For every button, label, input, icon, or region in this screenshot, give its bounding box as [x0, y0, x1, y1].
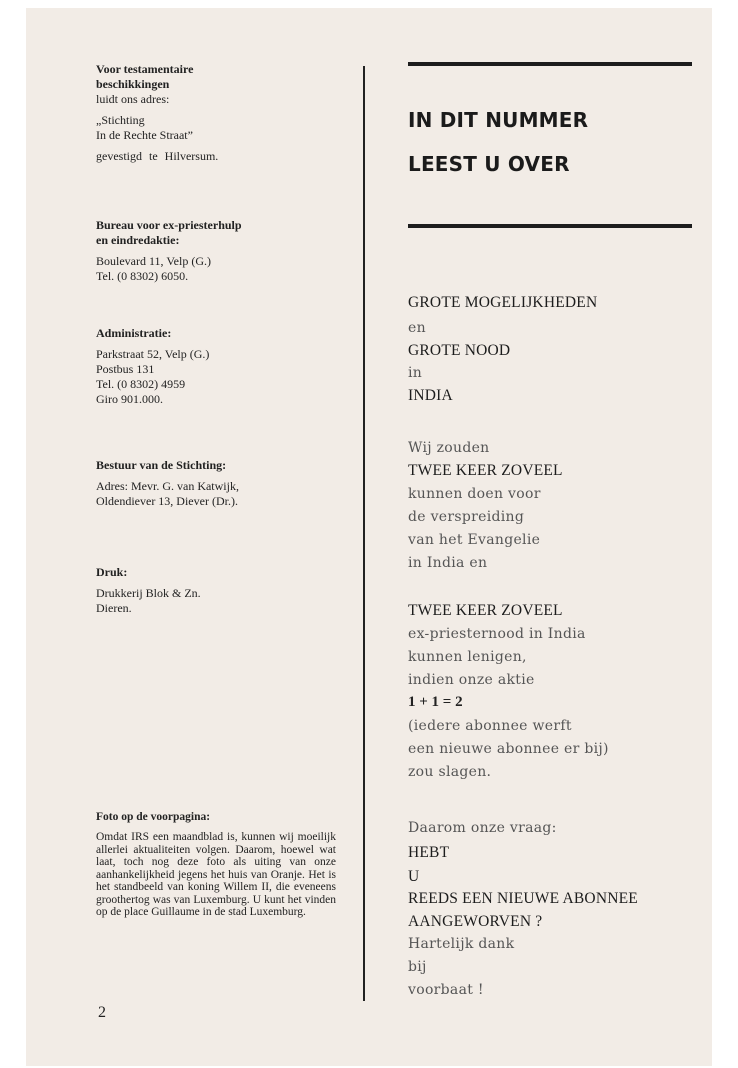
administratie-line-4: Giro 901.000. [96, 392, 163, 406]
page-number: 2 [98, 1004, 106, 1021]
content-line: een nieuwe abonnee er bij) [408, 741, 609, 757]
content-line: zou slagen. [408, 764, 492, 780]
top-rule [408, 62, 692, 66]
content-line: HEBT [408, 844, 450, 861]
content-line: de verspreiding [408, 509, 525, 525]
bureau-heading-2: en eindredaktie: [96, 233, 180, 247]
content-line: Daarom onze vraag: [408, 820, 557, 836]
content-line: GROTE NOOD [408, 342, 511, 359]
content-line: voorbaat ! [408, 982, 484, 998]
administratie-line-2: Postbus 131 [96, 362, 155, 376]
administratie-line-3: Tel. (0 8302) 4959 [96, 377, 186, 391]
content-line: GROTE MOGELIJKHEDEN [408, 294, 598, 311]
druk-line-2: Dieren. [96, 601, 132, 615]
testament-address-1: „Stichting [96, 113, 145, 127]
testament-section [96, 62, 336, 164]
testament-heading-1: Voor testamentaire [96, 62, 194, 76]
headline-line-1: IN DIT NUMMER [408, 108, 589, 132]
content-line: (iedere abonnee werft [408, 718, 572, 734]
content-line: en [408, 320, 426, 336]
content-line: ex-priesternood in India [408, 626, 586, 642]
bestuur-line-2: Oldendiever 13, Diever (Dr.). [96, 494, 238, 508]
content-line: van het Evangelie [408, 532, 541, 548]
content-line: Wij zouden [408, 440, 490, 456]
content-line: TWEE KEER ZOVEEL [408, 602, 563, 619]
bureau-line-1: Boulevard 11, Velp (G.) [96, 254, 211, 268]
content-line: REEDS EEN NIEUWE ABONNEE [408, 890, 638, 907]
bureau-heading-1: Bureau voor ex-priesterhulp [96, 218, 242, 232]
content-line: Hartelijk dank [408, 936, 515, 952]
bestuur-heading: Bestuur van de Stichting: [96, 458, 227, 472]
content-line: kunnen doen voor [408, 486, 541, 502]
content-line: AANGEWORVEN ? [408, 913, 543, 930]
testament-address-3: gevestigd te Hilversum. [96, 149, 219, 163]
foto-text: Omdat IRS een maandblad is, kunnen wij moeilijk allerlei aktualiteiten volgen. Daarom, hoewel wat laat, toch nog deze foto als uiting van onze aanhankelijkheid jegens het huis van Oranje. Het is het standbeeld van koning Willem II, die eveneens groothertog was van Luxemburg. U kunt het vinden op de place Guillaume in de stad Luxemburg. [96, 831, 336, 918]
content-line: bij [408, 959, 427, 975]
content-line: in [408, 365, 423, 381]
bureau-line-2: Tel. (0 8302) 6050. [96, 269, 189, 283]
testament-heading-2: beschikkingen [96, 77, 170, 91]
equation-line: 1 + 1 = 2 [408, 694, 463, 710]
administratie-heading: Administratie: [96, 326, 172, 340]
content-line: kunnen lenigen, [408, 649, 527, 665]
content-line: indien onze aktie [408, 672, 535, 688]
headline-line-2: LEEST U OVER [408, 152, 570, 176]
bestuur-line-1: Adres: Mevr. G. van Katwijk, [96, 479, 239, 493]
foto-heading: Foto op de voorpagina: [96, 811, 211, 823]
administratie-line-1: Parkstraat 52, Velp (G.) [96, 347, 210, 361]
testament-intro: luidt ons adres: [96, 92, 170, 106]
document-page [26, 8, 712, 1066]
content-line: TWEE KEER ZOVEEL [408, 462, 563, 479]
foto-section [96, 810, 336, 919]
druk-line-1: Drukkerij Blok & Zn. [96, 586, 201, 600]
druk-heading: Druk: [96, 565, 128, 579]
bureau-section [96, 218, 336, 284]
administratie-section [96, 326, 336, 407]
testament-address-2: In de Rechte Straat” [96, 128, 193, 142]
column-divider [363, 66, 365, 1001]
bottom-rule [408, 224, 692, 228]
content-line: in India en [408, 555, 488, 571]
content-line: INDIA [408, 387, 453, 404]
bestuur-section [96, 458, 336, 509]
druk-section [96, 565, 336, 616]
content-line: U [408, 868, 420, 885]
